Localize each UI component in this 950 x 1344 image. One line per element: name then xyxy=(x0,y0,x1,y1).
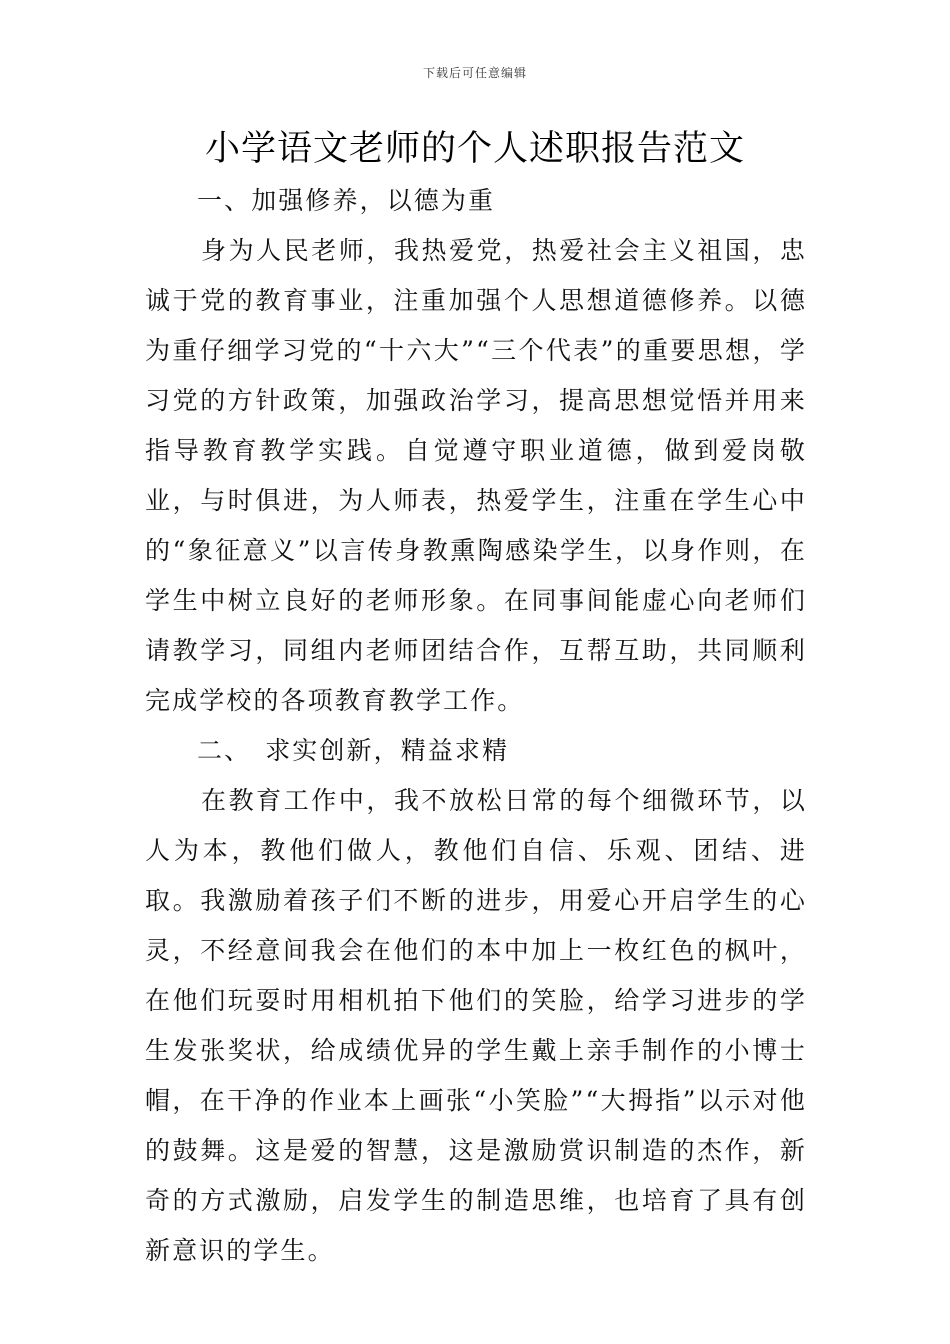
document-body xyxy=(145,176,807,1276)
section-paragraph-1: 身为人民老师，我热爱党，热爱社会主义祖国，忠诚于党的教育事业，注重加强个人思想道德修养。以德为重仔细学习党的“十六大”“三个代表”的重要思想，学习党的方针政策，加强政治学习，提高思想觉悟并用来指导教育教学实践。自觉遵守职业道德，做到爱岗敬业，与时俱进，为人师表，热爱学生，注重在学生心中的“象征意义”以言传身教熏陶感染学生，以身作则，在学生中树立良好的老师形象。在同事间能虚心向老师们请教学习，同组内老师团结合作，互帮互助，共同顺利完成学校的各项教育教学工作。 xyxy=(145,236,807,715)
section-heading-1 xyxy=(145,176,807,226)
document-title: 小学语文老师的个人述职报告范文 xyxy=(204,129,745,169)
page-header-note: 下载后可任意编辑 xyxy=(422,66,527,80)
section-paragraph-2: 在教育工作中，我不放松日常的每个细微环节，以人为本，教他们做人，教他们自信、乐观、团结、进取。我激励着孩子们不断的进步，用爱心开启学生的心灵，不经意间我会在他们的本中加上一枚红色的枫叶，在他们玩耍时用相机拍下他们的笑脸，给学习进步的学生发张奖状，给成绩优异的学生戴上亲手制作的小博士帽，在干净的作业本上画张“小笑脸”“大拇指”以示对他的鼓舞。这是爱的智慧，这是激励赏识制造的杰作，新奇的方式激励，启发学生的制造思维，也培育了具有创新意识的学生。 xyxy=(145,786,807,1265)
section-heading-1-number: 一、 xyxy=(197,186,252,215)
section-heading-2 xyxy=(145,726,807,776)
section-heading-1-text: 加强修养，以德为重 xyxy=(251,186,496,215)
section-heading-2-text: 求实创新，精益求精 xyxy=(265,736,510,765)
section-heading-2-number: 二、 xyxy=(197,736,252,765)
